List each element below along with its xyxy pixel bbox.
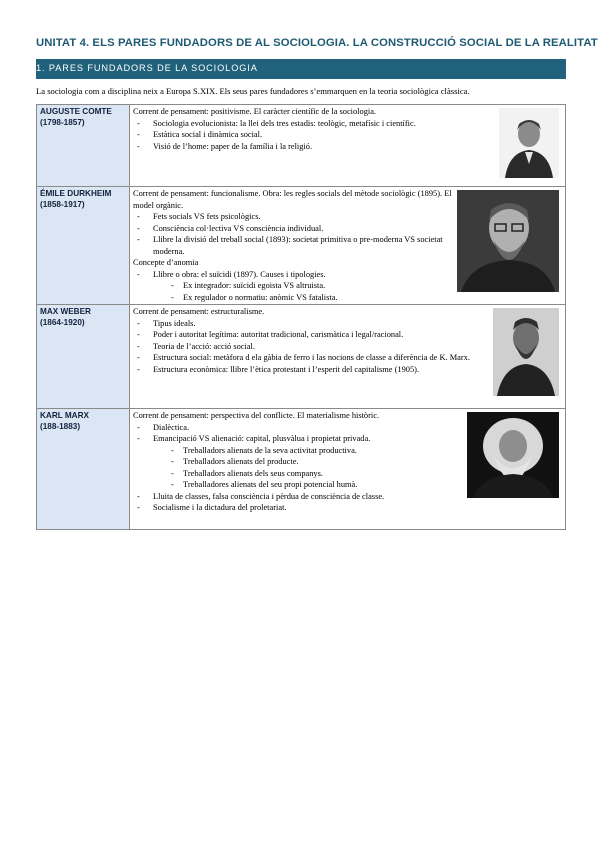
sub-list — [133, 445, 470, 491]
thought-current: Corrent de pensament: positivisme. El caràcter científic de la sociologia. — [133, 107, 377, 116]
sub-list-item: - Treballadors alienats de la seva activitat productiva. — [133, 445, 470, 457]
founder-dates: (188-1883) — [40, 422, 81, 431]
list-item: - Llibre o obra: el suïcidi (1897). Causes i tipologies. — [133, 269, 470, 281]
sub-list-item: - Treballadors alienats del producte. — [133, 456, 470, 468]
sub-list-item: - Treballadores alienats del seu propi potencial humà. — [133, 479, 470, 491]
founders-table — [36, 104, 566, 530]
sub-list-item: - Ex integrador: suïcidi egoista VS altruista. — [133, 280, 470, 292]
founder-name-cell — [37, 105, 130, 187]
portrait-comte-image — [499, 108, 559, 178]
founder-dates: (1798-1857) — [40, 118, 85, 127]
concept-heading: Concepte d’anomia — [133, 258, 199, 267]
list-item: - Fets socials VS fets psicològics. — [133, 211, 470, 223]
list-item: - Tipus ideals. — [133, 318, 470, 330]
section-header-bar — [36, 59, 566, 79]
founder-content-cell — [130, 187, 566, 305]
founder-content-cell — [130, 105, 566, 187]
founder-name-cell — [37, 409, 130, 530]
idea-list — [133, 269, 470, 281]
sub-list-item: - Treballadors alienats dels seus companys. — [133, 468, 470, 480]
idea-list — [133, 118, 470, 153]
list-item: - Llibre la divisió del treball social (1893): societat primitiva o pre-moderna VS societat moderna. — [133, 234, 470, 257]
idea-list — [133, 491, 470, 514]
list-item: - Teoria de l’acció: acció social. — [133, 341, 470, 353]
list-item: - Estàtica social i dinàmica social. — [133, 129, 470, 141]
list-item: - Socialisme i la dictadura del proletariat. — [133, 502, 470, 514]
list-item: - Dialèctica. — [133, 422, 470, 434]
list-item: - Estructura social: metàfora d ela gàbia de ferro i las nocions de classe a diferència de K. Marx. — [133, 352, 470, 364]
list-item: - Visió de l’home: paper de la família i la religió. — [133, 141, 470, 153]
table-row-marx — [37, 409, 566, 530]
table-row-durkheim — [37, 187, 566, 305]
founder-name: ÉMILE DURKHEIM — [40, 189, 112, 198]
page-title: UNITAT 4. ELS PARES FUNDADORS DE AL SOCIOLOGIA. LA CONSTRUCCIÓ SOCIAL DE LA REALITAT — [36, 37, 598, 49]
list-item: - Consciència col·lectiva VS consciència individual. — [133, 223, 470, 235]
portrait-durkheim-image — [457, 190, 559, 292]
list-item: - Lluita de classes, falsa consciència i pèrdua de consciència de classe. — [133, 491, 470, 503]
sub-list — [133, 280, 470, 303]
founder-name: MAX WEBER — [40, 307, 91, 316]
list-item: - Sociologia evolucionista: la llei dels tres estadis: teològic, metafísic i científic. — [133, 118, 470, 130]
founder-dates: (1864-1920) — [40, 318, 85, 327]
founder-name: AUGUSTE COMTE — [40, 107, 112, 116]
list-item: - Poder i autoritat legítima: autoritat tradicional, carismàtica i legal/racional. — [133, 329, 470, 341]
founder-content-cell — [130, 409, 566, 530]
list-item: - Estructura econòmica: llibre l’ètica protestant i l’esperit del capitalisme (1905). — [133, 364, 470, 376]
idea-list — [133, 422, 470, 445]
portrait-marx-image — [467, 412, 559, 498]
portrait-weber-image — [493, 308, 559, 396]
founder-dates: (1858-1917) — [40, 200, 85, 209]
thought-current: Corrent de pensament: perspectiva del conflicte. El materialisme històric. — [133, 411, 380, 420]
founder-name-cell — [37, 187, 130, 305]
founder-name-cell — [37, 305, 130, 409]
idea-list — [133, 318, 470, 376]
list-item: - Emancipació VS alienació: capital, plusvàlua i propietat privada. — [133, 433, 470, 445]
table-row-weber — [37, 305, 566, 409]
section-heading: 1. PARES FUNDADORS DE LA SOCIOLOGIA — [36, 63, 258, 73]
founder-name: KARL MARX — [40, 411, 89, 420]
intro-paragraph: La sociologia com a disciplina neix a Europa S.XIX. Els seus pares fundadores s’emmarquen en la teoria sociològica clàssica. — [36, 86, 470, 96]
founder-content-cell — [130, 305, 566, 409]
thought-current: Corrent de pensament: funcionalisme. Obra: les regles socials del mètode sociològic (1895). El model orgànic. — [133, 189, 452, 210]
sub-list-item: - Ex regulador o normatiu: anòmic VS fatalista. — [133, 292, 470, 304]
table-row-comte — [37, 105, 566, 187]
idea-list — [133, 211, 470, 257]
thought-current: Corrent de pensament: estructuralisme. — [133, 307, 265, 316]
